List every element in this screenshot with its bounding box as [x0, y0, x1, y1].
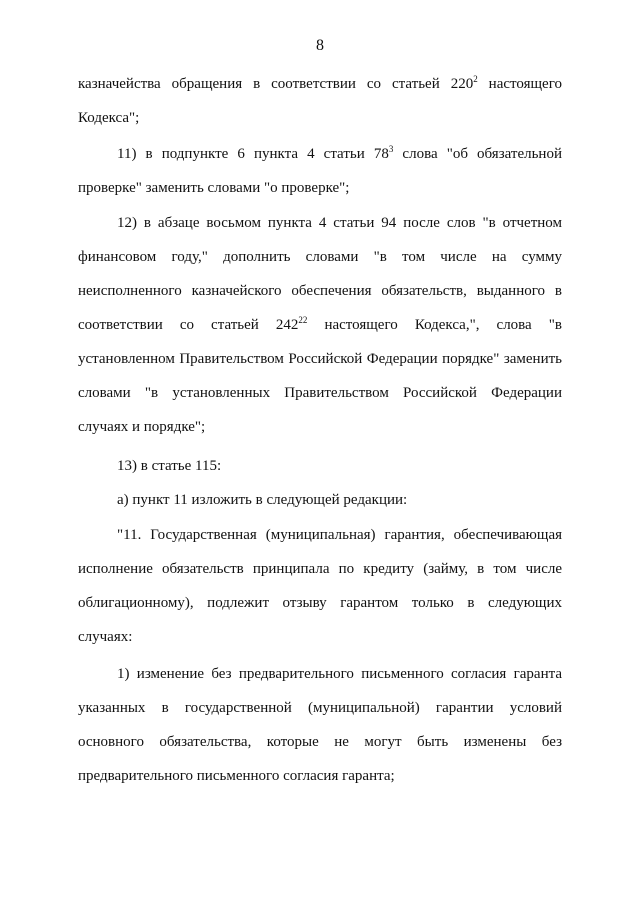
- text-line: 11) в подпункте 6 пункта 4 статьи $78^3$ слова "об обязательной: [117, 144, 562, 162]
- text-line: а) пункт 11 изложить в следующей редакции:: [117, 492, 408, 508]
- text-line: "11. Государственная (муниципальная) гарантия, обеспечивающая: [117, 527, 562, 543]
- text-line: Кодекса";: [78, 110, 140, 126]
- text-line: случаях и порядке";: [78, 419, 206, 435]
- paragraph-item-11: [78, 137, 562, 205]
- text-line: проверке" заменить словами "о проверке";: [78, 180, 350, 196]
- superscript: 22: [298, 315, 308, 325]
- paragraph-point-11: [78, 518, 562, 654]
- text-line: установленном Правительством Российской Федерации порядке" заменить: [78, 351, 562, 367]
- text-line: исполнение обязательств принципала по кредиту (займу, в том числе: [78, 561, 562, 577]
- text-line: указанных в государственной (муниципальной) гарантии условий: [78, 700, 562, 716]
- text-line: случаях:: [78, 629, 133, 645]
- paragraph-continuation: [78, 67, 562, 135]
- text-line: 13) в статье 115:: [117, 458, 222, 474]
- text-line: предварительного письменного согласия гаранта;: [78, 768, 395, 784]
- page-number: 8: [316, 37, 324, 54]
- paragraph-item-12: [78, 206, 562, 444]
- text-line: казначейства обращения в соответствии со статьей $220^2$ настоящего: [78, 74, 562, 92]
- text-line: неисполненного казначейского обеспечения обязательств, выданного в: [78, 283, 562, 299]
- text-line: финансовом году," дополнить словами "в том числе на сумму: [78, 249, 562, 265]
- superscript: 3: [388, 144, 394, 154]
- superscript: 2: [473, 74, 478, 84]
- text-line: облигационному), подлежит отзыву гарантом только в следующих: [78, 595, 562, 611]
- paragraph-item-13: [78, 449, 562, 483]
- text-line: 1) изменение без предварительного письменного согласия гаранта: [117, 666, 562, 682]
- paragraph-subitem-a: [78, 483, 562, 517]
- text-line: словами "в установленных Правительством Российской Федерации: [78, 385, 562, 401]
- paragraph-case-1: [78, 657, 562, 793]
- text-line: соответствии со статьей $242^{22}$ настоящего Кодекса,", слова "в: [78, 315, 562, 333]
- text-line: основного обязательства, которые не могут быть изменены без: [78, 734, 562, 750]
- text-line: 12) в абзаце восьмом пункта 4 статьи 94 после слов "в отчетном: [117, 215, 562, 231]
